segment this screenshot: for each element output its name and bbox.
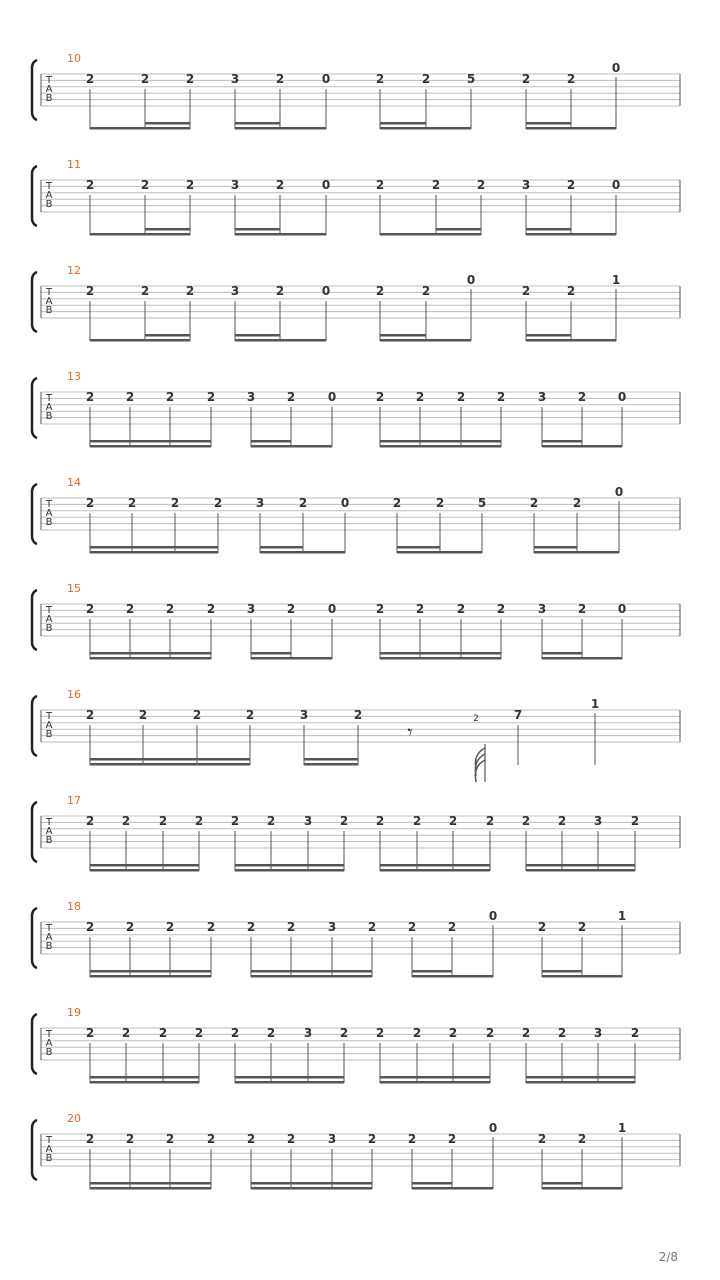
fret-number: 2 (412, 814, 422, 828)
secondary-beam (380, 1076, 490, 1079)
secondary-beam (380, 440, 501, 443)
fret-number: 0 (617, 390, 627, 404)
tab-clef-t: T (45, 817, 53, 828)
beam (90, 657, 211, 660)
fret-number: 2 (138, 708, 148, 722)
secondary-beam (251, 652, 291, 655)
secondary-beam (526, 1076, 635, 1079)
measure-number: 19 (67, 1006, 81, 1019)
fret-number: 2 (367, 920, 377, 934)
fret-number: 2 (375, 1026, 385, 1040)
fret-number: 2 (353, 708, 363, 722)
tab-clef-b: B (45, 411, 53, 422)
fret-number: 2 (121, 814, 131, 828)
tab-clef-b: B (45, 835, 53, 846)
fret-number: 3 (303, 814, 313, 828)
tab-clef-b: B (45, 941, 53, 952)
tab-clef-b: B (45, 199, 53, 210)
fret-number: 3 (537, 390, 547, 404)
fret-number: 3 (230, 72, 240, 86)
fret-number: 3 (537, 602, 547, 616)
measure-number: 13 (67, 370, 81, 383)
fret-number: 2 (557, 1026, 567, 1040)
system-bracket (32, 166, 37, 226)
fret-number: 2 (375, 602, 385, 616)
secondary-beam (145, 334, 190, 337)
fret-number: 2 (275, 72, 285, 86)
beam (235, 869, 344, 872)
fret-number: 2 (275, 284, 285, 298)
fret-number: 2 (158, 1026, 168, 1040)
secondary-beam (526, 864, 635, 867)
fret-number: 2 (185, 284, 195, 298)
fret-number: 2 (456, 390, 466, 404)
tab-clef-a: A (45, 1144, 53, 1155)
fret-number: 0 (611, 61, 621, 75)
fret-number: 2 (140, 178, 150, 192)
beam (235, 1081, 344, 1084)
tab-clef-b: B (45, 93, 53, 104)
fret-number: 2 (521, 814, 531, 828)
fret-number: 1 (590, 697, 600, 711)
beam (90, 763, 250, 766)
secondary-beam (397, 546, 440, 549)
fret-number: 2 (275, 178, 285, 192)
fret-number: 2 (185, 178, 195, 192)
secondary-beam (235, 1076, 344, 1079)
fret-number: 2 (630, 1026, 640, 1040)
fret-number: 2 (185, 72, 195, 86)
fret-number: 5 (477, 496, 487, 510)
secondary-beam (145, 228, 190, 231)
fret-number: 2 (140, 72, 150, 86)
tab-clef-t: T (45, 711, 53, 722)
measure-number: 10 (67, 52, 81, 65)
fret-number: 2 (456, 602, 466, 616)
beam (90, 551, 218, 554)
tab-clef-t: T (45, 75, 53, 86)
secondary-beam (526, 334, 571, 337)
grace-flag (475, 748, 485, 782)
fret-number: 3 (593, 814, 603, 828)
fret-number: 2 (121, 1026, 131, 1040)
fret-number: 2 (85, 1026, 95, 1040)
fret-number: 0 (340, 496, 350, 510)
fret-number: 2 (266, 814, 276, 828)
fret-number: 1 (611, 273, 621, 287)
fret-number: 0 (617, 602, 627, 616)
fret-number: 2 (85, 602, 95, 616)
measure-number: 20 (67, 1112, 81, 1125)
fret-number: 3 (255, 496, 265, 510)
tab-clef-a: A (45, 1038, 53, 1049)
secondary-beam (235, 334, 280, 337)
beam (380, 233, 481, 236)
measure-number: 17 (67, 794, 81, 807)
beam (380, 127, 471, 130)
beam (251, 445, 332, 448)
tab-clef-a: A (45, 508, 53, 519)
measure-number: 14 (67, 476, 81, 489)
tab-clef-t: T (45, 605, 53, 616)
tab-clef-b: B (45, 729, 53, 740)
beam (412, 975, 493, 978)
secondary-beam (542, 652, 582, 655)
fret-number: 2 (140, 284, 150, 298)
beam (235, 233, 326, 236)
fret-number: 2 (127, 496, 137, 510)
fret-number: 3 (303, 1026, 313, 1040)
beam (542, 975, 622, 978)
secondary-beam (380, 652, 501, 655)
fret-number: 3 (230, 178, 240, 192)
measure-number: 12 (67, 264, 81, 277)
system-bracket (32, 484, 37, 544)
fret-number: 2 (537, 1132, 547, 1146)
fret-number: 2 (577, 602, 587, 616)
beam (526, 1081, 635, 1084)
fret-number: 2 (375, 814, 385, 828)
fret-number: 2 (339, 814, 349, 828)
system-bracket (32, 272, 37, 332)
fret-number: 2 (367, 1132, 377, 1146)
fret-number: 2 (557, 814, 567, 828)
measure-number: 18 (67, 900, 81, 913)
secondary-beam (380, 864, 490, 867)
system-bracket (32, 378, 37, 438)
secondary-beam (436, 228, 481, 231)
beam (90, 127, 190, 130)
fret-number: 1 (617, 909, 627, 923)
fret-number: 2 (521, 284, 531, 298)
fret-number: 2 (375, 284, 385, 298)
fret-number: 2 (339, 1026, 349, 1040)
fret-number: 2 (521, 72, 531, 86)
fret-number: 2 (194, 814, 204, 828)
tab-clef-b: B (45, 1153, 53, 1164)
fret-number: 3 (230, 284, 240, 298)
fret-number: 2 (448, 1026, 458, 1040)
beam (90, 869, 199, 872)
beam (526, 127, 616, 130)
secondary-beam (90, 1182, 211, 1185)
fret-number: 2 (577, 1132, 587, 1146)
system-bracket (32, 696, 37, 756)
secondary-beam (235, 228, 280, 231)
fret-number: 0 (321, 178, 331, 192)
beam (380, 869, 490, 872)
fret-number: 0 (321, 284, 331, 298)
secondary-beam (90, 1076, 199, 1079)
fret-number: 2 (447, 920, 457, 934)
fret-number: 2 (496, 390, 506, 404)
fret-number: 2 (412, 1026, 422, 1040)
secondary-beam (90, 652, 211, 655)
measure-number: 11 (67, 158, 81, 171)
beam (412, 1187, 493, 1190)
fret-number: 0 (488, 1121, 498, 1135)
fret-number: 2 (85, 920, 95, 934)
secondary-beam (380, 334, 426, 337)
fret-number: 2 (192, 708, 202, 722)
measure-number: 15 (67, 582, 81, 595)
beam (235, 127, 326, 130)
beam (90, 445, 211, 448)
secondary-beam (235, 122, 280, 125)
tab-clef-a: A (45, 190, 53, 201)
system-bracket (32, 60, 37, 120)
fret-number: 2 (194, 1026, 204, 1040)
fret-number: 2 (165, 602, 175, 616)
secondary-beam (542, 970, 582, 973)
secondary-beam (304, 758, 358, 761)
secondary-beam (412, 970, 452, 973)
tab-clef-a: A (45, 614, 53, 625)
system-bracket (32, 908, 37, 968)
fret-number: 2 (245, 708, 255, 722)
tab-clef-b: B (45, 623, 53, 634)
fret-number: 2 (125, 1132, 135, 1146)
beam (90, 1187, 211, 1190)
secondary-beam (251, 970, 372, 973)
fret-number: 2 (125, 390, 135, 404)
beam (380, 445, 501, 448)
beam (397, 551, 482, 554)
fret-number: 2 (85, 284, 95, 298)
fret-number: 0 (327, 390, 337, 404)
fret-number: 0 (611, 178, 621, 192)
fret-number: 3 (327, 1132, 337, 1146)
fret-number: 2 (421, 72, 431, 86)
fret-number: 2 (476, 178, 486, 192)
beam (380, 339, 471, 342)
fret-number: 2 (85, 708, 95, 722)
beam (534, 551, 619, 554)
fret-number: 2 (286, 602, 296, 616)
fret-number: 2 (566, 178, 576, 192)
beam (90, 975, 211, 978)
fret-number: 2 (246, 920, 256, 934)
secondary-beam (534, 546, 577, 549)
fret-number: 2 (415, 390, 425, 404)
beam (235, 339, 326, 342)
tab-clef-t: T (45, 181, 53, 192)
fret-number: 3 (327, 920, 337, 934)
fret-number: 2 (85, 72, 95, 86)
fret-number: 2 (577, 390, 587, 404)
secondary-beam (90, 546, 218, 549)
system-bracket (32, 590, 37, 650)
fret-number: 2 (85, 496, 95, 510)
fret-number: 2 (206, 920, 216, 934)
fret-number: 1 (617, 1121, 627, 1135)
tab-clef-t: T (45, 1135, 53, 1146)
fret-number: 3 (246, 390, 256, 404)
fret-number: 2 (566, 72, 576, 86)
fret-number: 2 (170, 496, 180, 510)
fret-number: 0 (321, 72, 331, 86)
fret-number: 0 (466, 273, 476, 287)
fret-number: 2 (286, 390, 296, 404)
secondary-beam (90, 864, 199, 867)
tab-clef-t: T (45, 393, 53, 404)
beam (251, 657, 332, 660)
system-bracket (32, 1014, 37, 1074)
fret-number: 2 (286, 1132, 296, 1146)
fret-number: 3 (246, 602, 256, 616)
beam (90, 339, 190, 342)
secondary-beam (542, 440, 582, 443)
fret-number: 3 (593, 1026, 603, 1040)
tab-clef-a: A (45, 402, 53, 413)
fret-number: 2 (415, 602, 425, 616)
fret-number: 2 (407, 1132, 417, 1146)
tab-clef-b: B (45, 517, 53, 528)
beam (542, 1187, 622, 1190)
secondary-beam (90, 970, 211, 973)
fret-number: 0 (327, 602, 337, 616)
fret-number: 7 (513, 708, 523, 722)
tab-clef-a: A (45, 932, 53, 943)
beam (526, 869, 635, 872)
secondary-beam (380, 122, 426, 125)
fret-number: 2 (577, 920, 587, 934)
fret-number: 2 (206, 602, 216, 616)
fret-number: 2 (496, 602, 506, 616)
fret-number: 2 (375, 72, 385, 86)
fret-number: 2 (529, 496, 539, 510)
beam (90, 1081, 199, 1084)
page-number: 2/8 (658, 1250, 678, 1264)
fret-number: 2 (392, 496, 402, 510)
fret-number: 2 (165, 1132, 175, 1146)
fret-number: 5 (466, 72, 476, 86)
beam (260, 551, 345, 554)
fret-number: 3 (299, 708, 309, 722)
fret-number: 0 (488, 909, 498, 923)
system-bracket (32, 802, 37, 862)
eighth-rest: 𝄾 (407, 720, 413, 744)
beam (526, 339, 616, 342)
fret-number: 2 (85, 814, 95, 828)
fret-number: 2 (286, 920, 296, 934)
fret-number: 2 (230, 1026, 240, 1040)
fret-number: 2 (165, 390, 175, 404)
tab-clef-a: A (45, 720, 53, 731)
tab-clef-a: A (45, 296, 53, 307)
beam (526, 233, 616, 236)
fret-number: 3 (521, 178, 531, 192)
secondary-beam (542, 1182, 582, 1185)
fret-number: 2 (521, 1026, 531, 1040)
fret-number: 2 (407, 920, 417, 934)
secondary-beam (235, 864, 344, 867)
beam (542, 657, 622, 660)
secondary-beam (526, 122, 571, 125)
beam (251, 975, 372, 978)
secondary-beam (90, 758, 250, 761)
fret-number: 0 (614, 485, 624, 499)
fret-number: 2 (165, 920, 175, 934)
tab-clef-t: T (45, 499, 53, 510)
beam (304, 763, 358, 766)
fret-number: 2 (158, 814, 168, 828)
secondary-beam (260, 546, 303, 549)
secondary-beam (412, 1182, 452, 1185)
tab-clef-t: T (45, 1029, 53, 1040)
fret-number: 2 (375, 178, 385, 192)
fret-number: 2 (206, 390, 216, 404)
fret-number: 2 (537, 920, 547, 934)
fret-number: 2 (125, 920, 135, 934)
beam (380, 1081, 490, 1084)
fret-number: 2 (431, 178, 441, 192)
fret-number: 2 (630, 814, 640, 828)
fret-number: 2 (206, 1132, 216, 1146)
fret-number: 2 (298, 496, 308, 510)
fret-number: 2 (447, 1132, 457, 1146)
fret-number: 2 (485, 1026, 495, 1040)
secondary-beam (251, 1182, 372, 1185)
secondary-beam (251, 440, 291, 443)
system-bracket (32, 1120, 37, 1180)
tab-clef-t: T (45, 923, 53, 934)
fret-number: 2 (246, 1132, 256, 1146)
secondary-beam (145, 122, 190, 125)
fret-number: 2 (435, 496, 445, 510)
fret-number: 2 (421, 284, 431, 298)
secondary-beam (90, 440, 211, 443)
measure-number: 16 (67, 688, 81, 701)
fret-number: 2 (213, 496, 223, 510)
fret-number: 2 (448, 814, 458, 828)
secondary-beam (526, 228, 571, 231)
fret-number: 2 (572, 496, 582, 510)
beam (90, 233, 190, 236)
fret-number: 2 (85, 1132, 95, 1146)
tab-clef-a: A (45, 84, 53, 95)
tab-clef-b: B (45, 305, 53, 316)
tab-clef-b: B (45, 1047, 53, 1058)
fret-number: 2 (85, 390, 95, 404)
beam (542, 445, 622, 448)
fret-number: 2 (266, 1026, 276, 1040)
tab-clef-a: A (45, 826, 53, 837)
beam (251, 1187, 372, 1190)
fret-number: 2 (125, 602, 135, 616)
tab-clef-t: T (45, 287, 53, 298)
fret-number: 2 (85, 178, 95, 192)
fret-number: 2 (485, 814, 495, 828)
fret-number: 2 (375, 390, 385, 404)
fret-number: 2 (566, 284, 576, 298)
beam (380, 657, 501, 660)
fret-number: 2 (230, 814, 240, 828)
grace-fret-number: 2 (473, 714, 479, 724)
